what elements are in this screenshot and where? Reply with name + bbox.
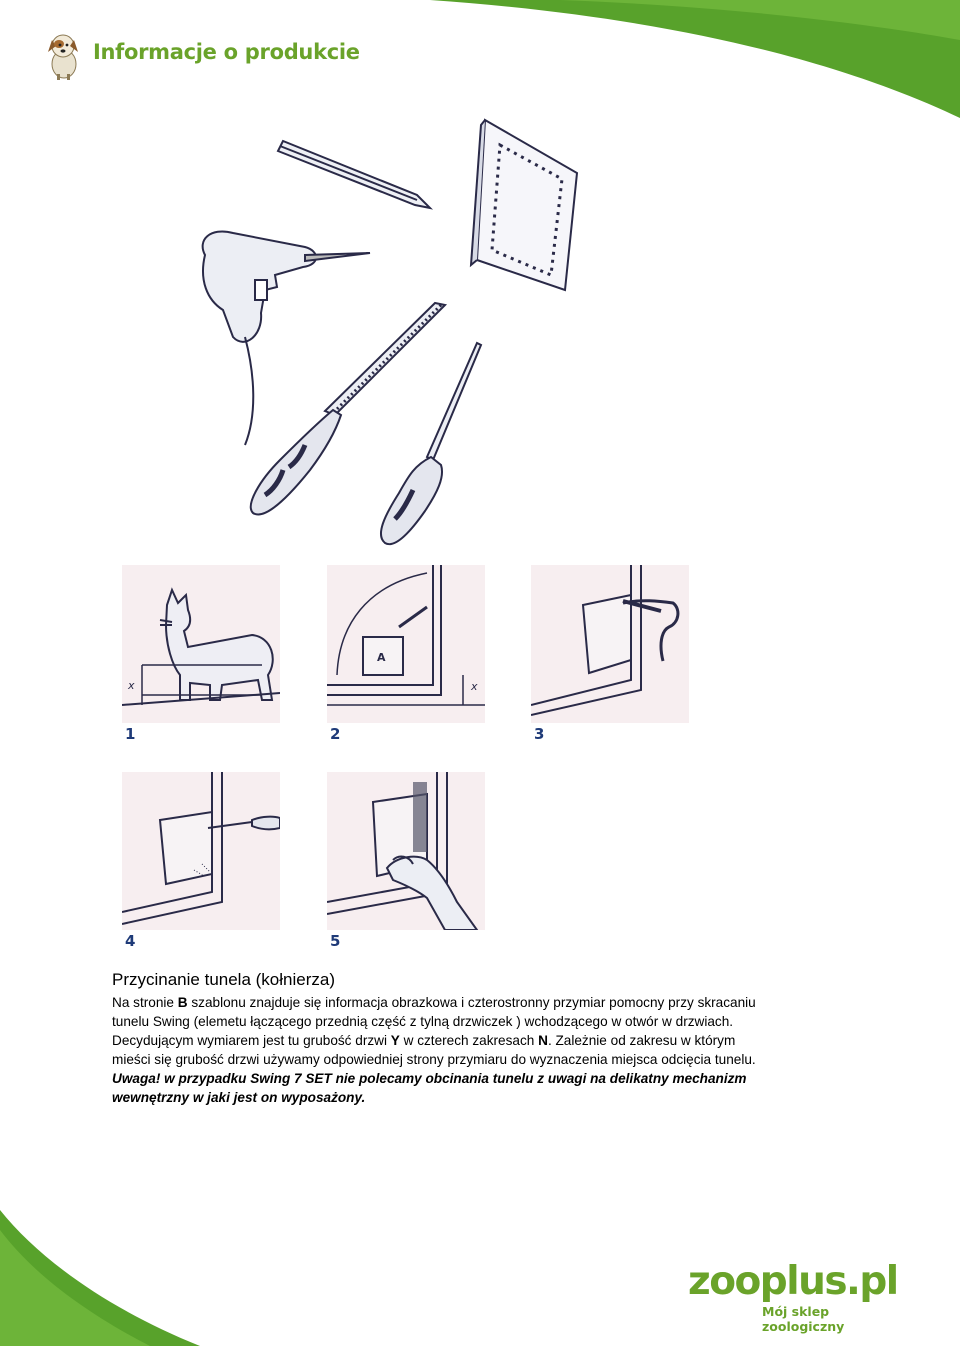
pencil-icon bbox=[278, 141, 430, 208]
section-body bbox=[112, 993, 884, 1107]
warning-line-2: wewnętrzny w jaki jest on wyposażony. bbox=[112, 1090, 366, 1105]
section-title: Przycinanie tunela (kołnierza) bbox=[112, 970, 335, 989]
step-4-image bbox=[122, 772, 280, 930]
logo-wordmark: zooplus.pl bbox=[688, 1259, 898, 1304]
thickness-y: Y bbox=[390, 1033, 400, 1048]
body-text-span: w czterech zakresach bbox=[399, 1033, 535, 1048]
body-line-1 bbox=[112, 993, 884, 1012]
step-2-image bbox=[327, 565, 485, 723]
step-2-number: 2 bbox=[330, 725, 341, 743]
footer-swoosh bbox=[0, 1210, 200, 1346]
template-icon bbox=[471, 120, 577, 290]
cat-icon bbox=[160, 590, 273, 700]
step-2-label: A bbox=[377, 651, 386, 664]
template-side-b: B bbox=[177, 995, 188, 1010]
step-1-number: 1 bbox=[125, 725, 136, 743]
step-5-number: 5 bbox=[330, 932, 341, 950]
body-text-span: szablonu znajduje się informacja obrazkowa i czterostronny przymiar pomocny przy skracaniu bbox=[187, 995, 756, 1010]
step-1-label: x bbox=[128, 679, 135, 692]
drill-icon bbox=[203, 232, 370, 445]
body-line-2: tunelu Swing (elemetu łączącego przednią część z tylną drzwiczek ) wchodzącego w otwór w drzwiach. bbox=[112, 1014, 734, 1029]
dog-logo-icon bbox=[40, 30, 88, 80]
screwdriver-icon bbox=[381, 343, 481, 544]
body-text-span: Na stronie bbox=[112, 995, 174, 1010]
step-2-label2: x bbox=[471, 680, 478, 693]
step-3-image bbox=[531, 565, 689, 723]
step-4-number: 4 bbox=[125, 932, 136, 950]
ranges-n: N bbox=[538, 1033, 548, 1048]
logo-tagline: Mój sklep zoologiczny bbox=[762, 1304, 845, 1334]
zooplus-logo[interactable] bbox=[688, 1259, 908, 1334]
step-5-image bbox=[327, 772, 485, 930]
body-line-3 bbox=[112, 1031, 884, 1050]
body-text-span: . Zależnie od zakresu w którym bbox=[547, 1033, 736, 1048]
tools-illustration bbox=[185, 115, 605, 555]
body-line-4: mieści się grubość drzwi używamy odpowiedniej strony przymiaru do wyznaczenia miejsca odcięcia tunelu. bbox=[112, 1052, 756, 1067]
header-title: Informacje o produkcie bbox=[93, 40, 360, 64]
body-text-span: Decydującym wymiarem jest tu grubość drzwi bbox=[112, 1033, 387, 1048]
step-3-number: 3 bbox=[534, 725, 545, 743]
warning-line-1: Uwaga! w przypadku Swing 7 SET nie polecamy obcinania tunelu z uwagi na delikatny mechanizm bbox=[112, 1071, 747, 1086]
step-1-image bbox=[122, 565, 280, 723]
